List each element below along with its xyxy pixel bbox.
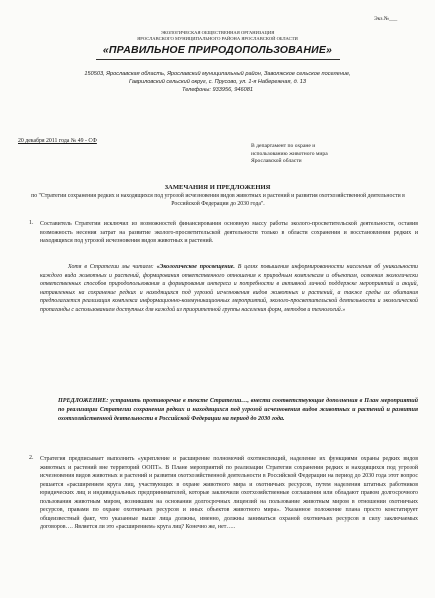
document-heading: ЗАМЕЧАНИЯ И ПРЕДЛОЖЕНИЯ [164, 184, 271, 191]
quote-text: В целях повышения информированности населения об уникальности каждого вида животных и растений, формирования ответственного отношения к природным комплексам и объектам, освоения экологически ответственных способов природопользования и формирования интереса и потребности в активной личной поддержке мероприятий и акций, направленных на сохранение редких и находящихся под угрозой исчезновения видов животных и растений, а также среды их обитания предполагается реализация комплекса информационно-коммуникационных мероприятий, эколого-просветительской деятельности и экологической пропаганды с использованием доступных для каждой из приоритетной группы населения форм, методов и технологий.» [40, 264, 419, 313]
strategy-quote [40, 263, 418, 314]
paragraph-1: Составитель Стратегии исключил из возможностей финансирования основную массу работы эколого-просветительской деятельности, оставив возможность несения затрат на развитие эколого-просветительской деятельности только в области сохранения и восстановления редких и находящихся под угрозой исчезновения видов животных и растений. [40, 221, 418, 244]
organization-line-2: ЯРОСЛАВСКОГО МУНИЦИПАЛЬНОГО РАЙОНА ЯРОСЛАВСКОЙ ОБЛАСТИ [137, 36, 298, 41]
recipient-line-2: использованию животного мира [251, 150, 328, 157]
recipient-block [251, 143, 401, 166]
date-reference: 20 декабря 2011 года № 49 - СФ [18, 138, 97, 144]
address-line-1: 150503, Ярославская область, Ярославский муниципальный район, Заволжское сельское поселение, [84, 71, 351, 77]
quote-intro: Хотя в Стратегии мы читаем: [68, 264, 157, 270]
phone-line: Телефоны: 933956, 946081 [182, 87, 253, 93]
paragraph-2-number: 2. [29, 455, 34, 461]
copy-number: Экз.№___ [374, 16, 398, 22]
paragraph-1-number: 1. [29, 220, 34, 226]
organization-line-1: ЭКОЛОГИЧЕСКАЯ ОБЩЕСТВЕННАЯ ОРГАНИЗАЦИЯ [160, 30, 275, 35]
address-line-2: Гавриловский сельский округ, с. Прусово, ул. 1-я Набережная, д. 13 [129, 79, 306, 85]
quote-term: «Экологическое просвещение. [156, 264, 235, 270]
recipient-line-3: Ярославской области [251, 158, 302, 165]
recipient-line-1: В департамент по охране и [251, 143, 316, 149]
organization-name: «ПРАВИЛЬНОЕ ПРИРОДОПОЛЬЗОВАНИЕ» [102, 44, 333, 56]
letterhead-divider [96, 59, 340, 60]
document-subtitle: по "Стратегии сохранения редких и находящихся под угрозой исчезновения видов животных и растений и развития охотхозяйственной деятельности в Российской Федерации до 2030 года". [31, 193, 405, 207]
proposal-paragraph: ПРЕДЛОЖЕНИЕ: устранить противоречие в тексте Стратегии…, внести соответствующие дополнения в План мероприятий по реализации Стратегии сохранения редких и находящихся под угрозой исчезновения видов животных и растений и развития охотхозяйственной деятельности в Российской Федерации на период до 2030 года. [58, 398, 418, 422]
paragraph-2: Стратегия предписывает выполнить «укрепление и расширение полномочий охотинспекций, наделение их функциями охраны редких видов животных и растений вне территорий ООПТ». В Плане мероприятий по реализации Стратегии сохранения редких и находящихся под угрозой исчезновения видов животных и растений и развития охотхозяйственной деятельности в Российской Федерации на период до 2030 года этот вопрос решается «расширением круга лиц, участвующих в охране животного мира и охотничьих ресурсов, путем наделения штатных работников юридических лиц и индивидуальных предпринимателей, которые заключили охотхозяйственные соглашения или обладают правом долгосрочного пользования животным миром, возникшим на основании долгосрочных лицензий на пользование животным миром в отношении охотничьих ресурсов, правами по охране охотничьих ресурсов и иных объектов животного мира». Указанное положение плана просто констатирует общеизвестный факт, что указанные выше лица должны, именно, должны заниматься охраной охотничьих ресурсов в силу заключаемых договоров…. Является ли это «расширением» круга лиц? Конечно же, нет….. [40, 456, 418, 530]
